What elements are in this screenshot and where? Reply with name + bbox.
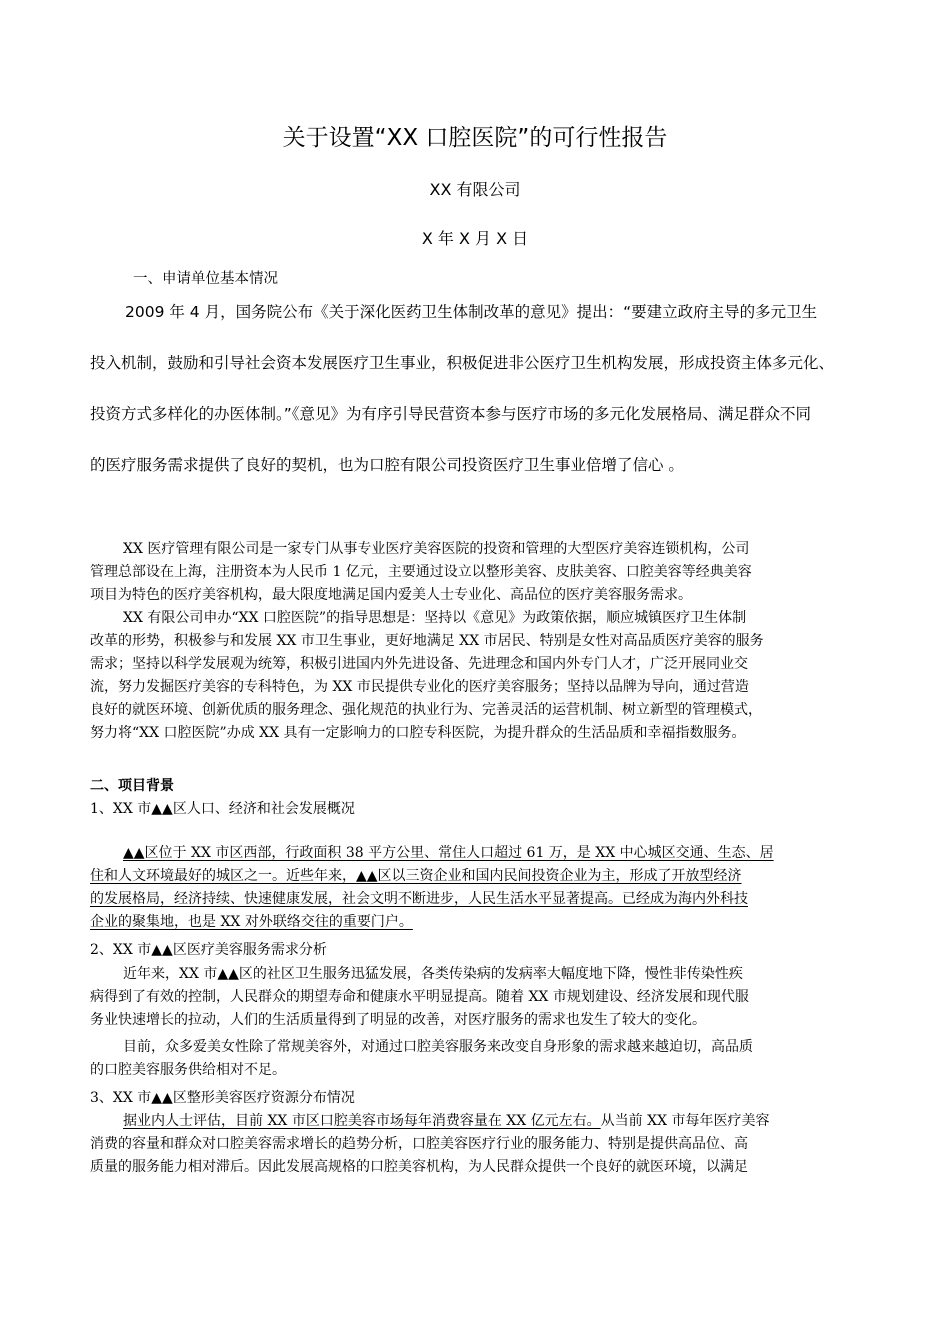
company-name: XX 有限公司 [429,180,521,199]
paragraph-line: 近年来，XX 市▲▲区的社区卫生服务迅猛发展，各类传染病的发病率大幅度地下降，慢性非传染性疾 [123,966,743,982]
paragraph-line: XX 医疗管理有限公司是一家专门从事专业医疗美容医院的投资和管理的大型医疗美容连锁机构，公司 [123,541,750,557]
paragraph-line: 目前，众多爱美女性除了常规美容外，对通过口腔美容服务来改变自身形象的需求越来越迫切，高品质 [123,1039,753,1055]
text-span: 从当前 XX 市每年医疗美容 [600,1113,770,1129]
paragraph-line: 的医疗服务需求提供了良好的契机，也为口腔有限公司投资医疗卫生事业倍增了信心 。 [90,456,684,474]
paragraph-line: 流，努力发掘医疗美容的专科特色，为 XX 市民提供专业化的医疗美容服务；坚持以品牌为导向，通过营造 [90,679,749,695]
paragraph-line: 良好的就医环境、创新优质的服务理念、强化规范的执业行为、完善灵活的运营机制、树立新型的管理模式， [90,702,762,718]
paragraph-line: 项目为特色的医疗美容机构，最大限度地满足国内爱美人士专业化、高品位的医疗美容服务需求。 [90,587,692,603]
paragraph-line: 病得到了有效的控制，人民群众的期望寿命和健康水平明显提高。随着 XX 市规划建设、经济发展和现代服 [90,989,749,1005]
paragraph-line: 消费的容量和群众对口腔美容需求增长的趋势分析，口腔美容医疗行业的服务能力、特别是提供高品位、高 [90,1136,748,1152]
section-heading: 二、项目背景 [90,778,174,794]
subsection-heading: 1、XX 市▲▲区人口、经济和社会发展概况 [90,801,355,817]
document-title: 关于设置“XX 口腔医院”的可行性报告 [282,125,668,151]
paragraph-line: 的发展格局，经济持续、快速健康发展，社会文明不断进步，人民生活水平显著提高。已经成为海内外科技 [90,891,748,907]
paragraph-line: 务业快速增长的拉动，人们的生活质量得到了明显的改善，对医疗服务的需求也发生了较大的变化。 [90,1012,706,1028]
paragraph-line: 管理总部设在上海，注册资本为人民币 1 亿元，主要通过设立以整形美容、皮肤美容、口腔美容等经典美容 [90,564,752,580]
paragraph-line: XX 有限公司申办“XX 口腔医院”的指导思想是：坚持以《意见》为政策依据，顺应城镇医疗卫生体制 [123,610,747,626]
paragraph-line: 努力将“XX 口腔医院”办成 XX 具有一定影响力的口腔专科医院，为提升群众的生活品质和幸福指数服务。 [90,725,746,741]
report-date: X 年 X 月 X 日 [421,229,529,248]
paragraph-line: 2009 年 4 月，国务院公布《关于深化医药卫生体制改革的意见》提出：“要建立政府主导的多元卫生 [125,303,818,321]
subsection-heading: 2、XX 市▲▲区医疗美容服务需求分析 [90,942,327,958]
paragraph-line: 质量的服务能力相对滞后。因此发展高规格的口腔美容机构，为人民群众提供一个良好的就医环境，以满足 [90,1159,748,1175]
subsection-heading: 3、XX 市▲▲区整形美容医疗资源分布情况 [90,1090,355,1106]
paragraph-line [123,1110,770,1132]
paragraph-line: 改革的形势，积极参与和发展 XX 市卫生事业，更好地满足 XX 市居民、特别是女性对高品质医疗美容的服务 [90,633,764,649]
paragraph-line: ▲▲区位于 XX 市区西部，行政面积 38 平方公里、常住人口超过 61 万，是 XX 中心城区交通、生态、居 [123,845,774,861]
paragraph-line: 投入机制，鼓励和引导社会资本发展医疗卫生事业，积极促进非公医疗卫生机构发展，形成投资主体多元化、 [90,354,835,372]
paragraph-line: 需求；坚持以科学发展观为统筹，积极引进国内外先进设备、先进理念和国内外专门人才，广泛开展同业交 [90,656,748,672]
section-heading: 一、申请单位基本情况 [133,271,278,287]
paragraph-line: 住和人文环境最好的城区之一。近些年来，▲▲区以三资企业和国内民间投资企业为主，形成了开放型经济 [90,868,742,884]
paragraph-line: 的口腔美容服务供给相对不足。 [90,1062,286,1078]
paragraph-line: 企业的聚集地，也是 XX 对外联络交往的重要门户。 [90,914,413,930]
underlined-text: 据业内人士评估，目前 XX 市区口腔美容市场每年消费容量在 XX 亿元左右。 [123,1113,601,1129]
paragraph-line: 投资方式多样化的办医体制。”《意见》为有序引导民营资本参与医疗市场的多元化发展格局、满足群众不同 [90,405,812,423]
